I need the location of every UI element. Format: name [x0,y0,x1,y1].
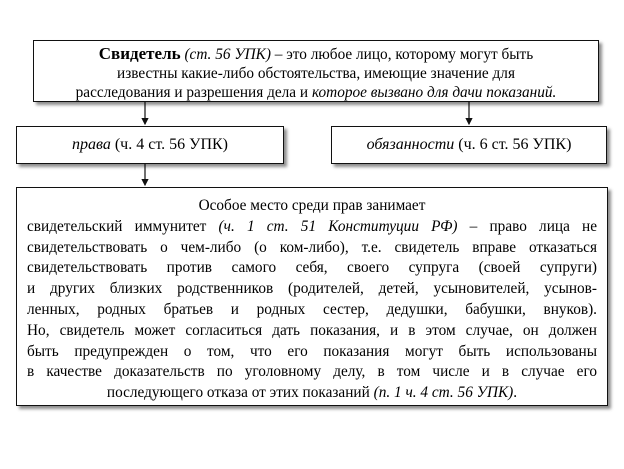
duties-ref: (ч. 6 ст. 56 УПК) [458,136,572,153]
rights-label: права [72,136,111,153]
immunity-line-5: и других близких родственников (родителей, детей, усыновителей, усынов- [27,280,597,298]
immunity-line-1: Особое место среди прав занимает [198,197,426,214]
witness-definition-line-1: Свидетель (ст. 56 УПК) – это любое лицо, которому могут быть [98,44,534,63]
immunity-line-7: Но, свидетель может согласиться дать показания, и в этом случае, он должен [27,321,597,339]
witness-definition-line-2: известны какие-либо обстоятельства, имеющие значение для [117,65,515,82]
witness-definition-box [33,40,599,102]
immunity-line-2: свидетельский иммунитет (ч. 1 ст. 51 Конституции РФ) – право лица не [27,217,598,235]
immunity-box [16,187,608,406]
witness-term: Свидетель [98,44,181,63]
duties-box [331,126,607,164]
immunity-line-3: свидетельствовать о чем-либо (о ком-либо), т.е. свидетель вправе отказаться [27,238,597,256]
immunity-line-9: в качестве доказательств по уголовному делу, в том числе и в случае его [27,363,597,381]
immunity-line-10: последующего отказа от этих показаний (п. 1 ч. 4 ст. 56 УПК). [106,384,518,402]
rights-box [16,126,284,164]
immunity-line-6: ленных, родных братьев и родных сестер, дедушки, бабушки, внуков). [27,300,597,318]
witness-ref: (ст. 56 УПК) [184,46,271,63]
immunity-line-8: быть предупрежден о том, что его показания могут быть использованы [27,342,597,360]
rights-ref: (ч. 4 ст. 56 УПК) [114,136,228,153]
duties-label: обязанности [366,136,455,153]
immunity-line-4: свидетельствовать против самого себя, своего супруга (своей супруги) [27,259,597,277]
witness-definition-line-3: расследования и разрешения дела и которое вызвано для дачи показаний. [75,84,557,101]
